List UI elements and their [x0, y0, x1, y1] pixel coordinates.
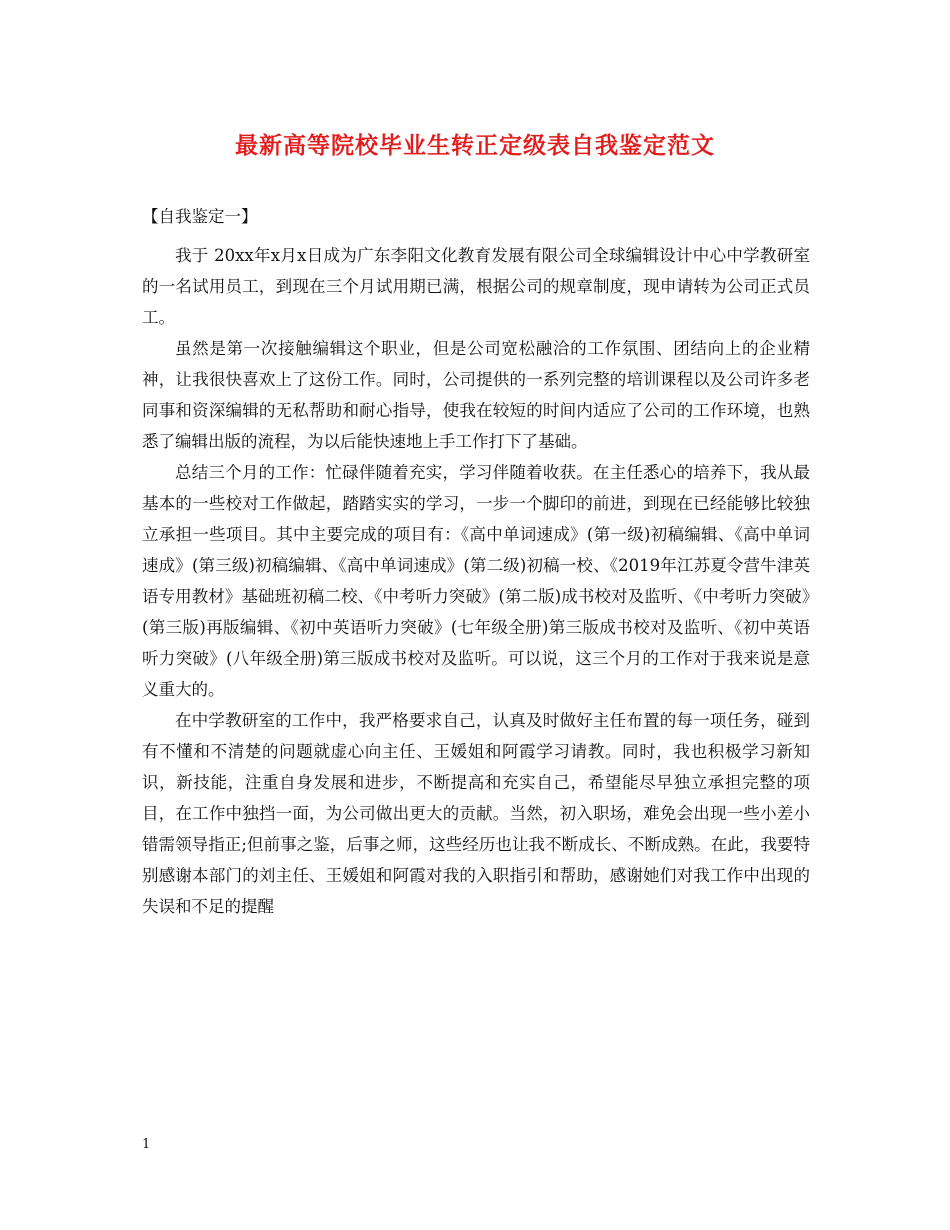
paragraph-3: 总结三个月的工作：忙碌伴随着充实，学习伴随着收获。在主任悉心的培养下，我从最基本的一些校对工作做起，踏踏实实的学习，一步一个脚印的前进，到现在已经能够比较独立承担一些项目。其中主要完成的项目有：《高中单词速成》(第一级)初稿编辑、《高中单词速成》(第三级)初稿编辑、《高中单词速成》(第二级)初稿一校、《2019年江苏夏令营牛津英语专用教材》基础班初稿二校、《中考听力突破》(第二版)成书校对及监听、《中考听力突破》(第三版)再版编辑、《初中英语听力突破》(七年级全册)第三版成书校对及监听、《初中英语听力突破》(八年级全册)第三版成书校对及监听。可以说，这三个月的工作对于我来说是意义重大的。: [142, 463, 810, 699]
document-body: [142, 240, 810, 922]
paragraph-2: 虽然是第一次接触编辑这个职业，但是公司宽松融洽的工作氛围、团结向上的企业精神，让我很快喜欢上了这份工作。同时，公司提供的一系列完整的培训课程以及公司许多老同事和资深编辑的无私帮助和耐心指导，使我在较短的时间内适应了公司的工作环境，也熟悉了编辑出版的流程，为以后能快速地上手工作打下了基础。: [142, 339, 810, 451]
paragraph-4: 在中学教研室的工作中，我严格要求自己，认真及时做好主任布置的每一项任务，碰到有不懂和不清楚的问题就虚心向主任、王媛姐和阿霞学习请教。同时，我也积极学习新知识，新技能，注重自身发展和进步，不断提高和充实自己，希望能尽早独立承担完整的项目，在工作中独挡一面，为公司做出更大的贡献。当然，初入职场，难免会出现一些小差小错需领导指正;但前事之鉴，后事之师，这些经历也让我不断成长、不断成熟。在此，我要特别感谢本部门的刘主任、王媛姐和阿霞对我的入职指引和帮助，感谢她们对我工作中出现的失误和不足的提醒: [142, 711, 810, 916]
document-title: 最新高等院校毕业生转正定级表自我鉴定范文: [235, 132, 715, 159]
page-number: 1: [142, 1137, 151, 1152]
paragraph-1: 我于 20xx年x月x日成为广东李阳文化教育发展有限公司全球编辑设计中心中学教研室的一名试用员工，到现在三个月试用期已满，根据公司的规章制度，现申请转为公司正式员工。: [142, 246, 810, 327]
section-heading: 【自我鉴定一】: [142, 207, 258, 226]
